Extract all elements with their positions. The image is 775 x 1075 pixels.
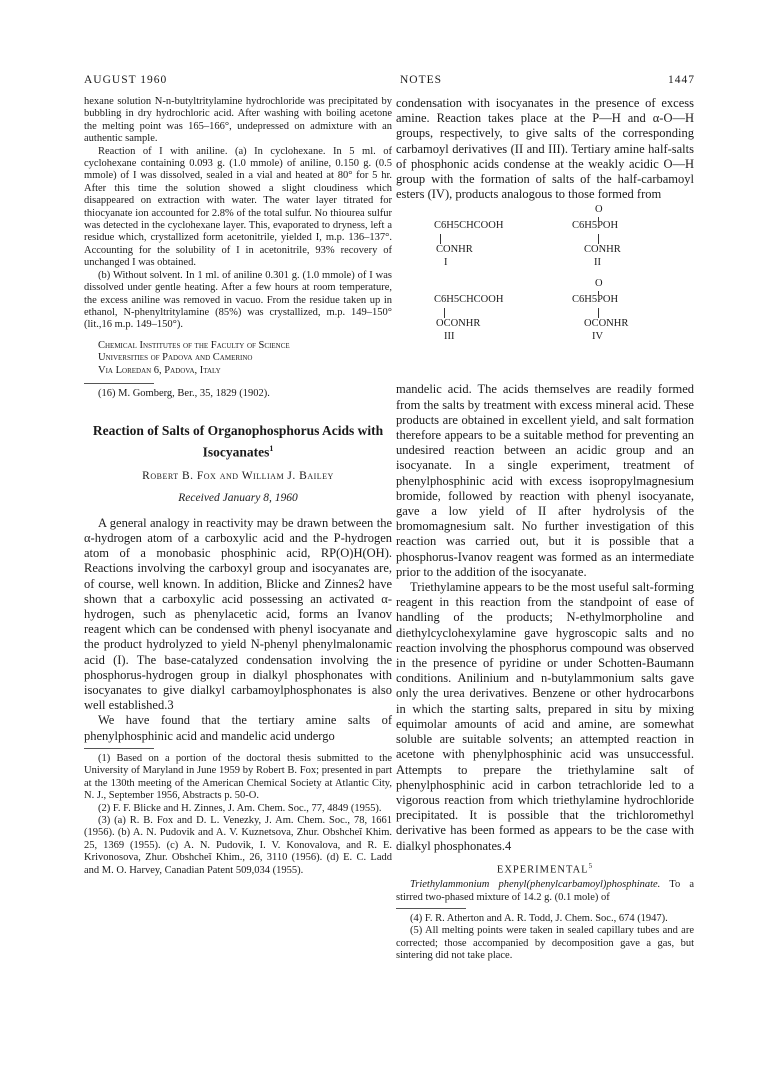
article-title-footnote-mark: 1 — [269, 444, 274, 454]
right-paragraph-3: Triethylamine appears to be the most useful salt-forming reagent in this reaction from the standpoint of ease of handling of the products; N-ethylmorpholine and diethylcyclohexylamine gave hygroscopic salts and no reaction involving the phosphorus compound was observed in the presence of pyridine or under Schotten-Baumann conditions. Anilinium and n-butylammonium salts gave only the urea derivatives. Benzene or other hydrocarbons in which the starting salts, prepared in situ by mixing equimolar amounts of acid and amine, are somewhat soluble are suitable solvents; an attempted reaction in acetone with phenylphosphinic acid was unsuccessful. Attempts to prepare the triethylamine salt of phenylphosphinic acid in carbon tetrachloride led to a vigorous reaction from which triethylamine hydrochloride precipitated. It is possible that the trichloromethyl derivative has been formed as appears to be the case with dialkyl phosphonates.4 — [396, 580, 694, 853]
structure-II-label: II — [594, 257, 601, 269]
footnote-3: (3) (a) R. B. Fox and D. L. Venezky, J. Am. Chem. Soc., 78, 1661 (1956). (b) A. N. Pudovik and A. V. Kuznetsova, Zhur. Obshcheĭ Khim. 25, 1369 (1955). (c) A. N. Pudovik, I. V. Konovalova, and R. E. Krivonosova, Zhur. Obshcheĭ Khim., 26, 3110 (1956). (d) E. C. Ladd and M. O. Harvey, Canadian Patent 509,034 (1955). — [84, 814, 392, 876]
footnote-rule-2 — [84, 748, 154, 749]
experimental-heading-text: EXPERIMENTAL — [496, 864, 589, 876]
intro-paragraph-2: We have found that the tertiary amine salts of phenylphosphinic acid and mandelic acid undergo — [84, 713, 392, 743]
structure-I-label: I — [444, 257, 448, 269]
structure-III-label: III — [444, 331, 455, 343]
institution-line-1: Chemical Institutes of the Faculty of Science — [98, 339, 290, 351]
structure-II-bond — [598, 234, 599, 244]
structure-II-bottom: CONHR — [584, 244, 621, 256]
structure-IV-oxygen: O — [595, 278, 603, 290]
page-number: 1447 — [668, 74, 695, 86]
right-column — [396, 96, 694, 963]
experimental-heading — [396, 862, 694, 876]
footnote-4: (4) F. R. Atherton and A. R. Todd, J. Chem. Soc., 674 (1947). — [410, 913, 668, 925]
structure-I-bottom: CONHR — [436, 244, 473, 256]
footnote-rule-3 — [396, 908, 466, 909]
footnote-2: (2) F. F. Blicke and H. Zinnes, J. Am. Chem. Soc., 77, 4849 (1955). — [98, 802, 382, 814]
article-title — [84, 422, 392, 462]
article-title-text: Reaction of Salts of Organophosphorus Acids with Isocyanates — [92, 423, 384, 460]
experimental-compound-title: Triethylammonium phenyl(phenylcarbamoyl)phosphinate. — [410, 879, 661, 891]
structure-IV-bond — [598, 308, 599, 318]
received-date: Received January 8, 1960 — [178, 491, 298, 504]
footnote-16: (16) M. Gomberg, Ber., 35, 1829 (1902). — [98, 387, 270, 399]
structure-III-bottom: OCONHR — [436, 318, 481, 330]
left-column — [84, 96, 392, 877]
structure-I-top: C6H5CHCOOH — [434, 220, 504, 232]
reaction-with-aniline-a: Reaction of I with aniline. (a) In cyclohexane. In 5 ml. of cyclohexane containing 0.093 g. (1.0 mmole) of aniline, 0.150 g. (0.5 mmole) of I was dissolved, sealed in a vial and heated at 80° for 5 hr. After this time the solution showed a slight cloudiness which disappeared on extraction with water. The water layer titrated for thiocyanate ion accounted for 2.8% of the total sulfur. No thiourea sulfur was detected in the cyclohexane layer. This, evaporated to dryness, left a residue which, crystallized form acetonitrile, yielded I, m.p. 136–137°. Accounting for the solubility of I in acetonitrile, 93% recovery of unchanged I was obtained. — [84, 145, 392, 269]
running-header-date: AUGUST 1960 — [84, 74, 168, 86]
structure-IV-label: IV — [592, 331, 604, 343]
structure-IV-top: C6H5POH — [572, 294, 619, 306]
intro-paragraph-1: A general analogy in reactivity may be drawn between the α-hydrogen atom of a carboxylic acid and the P-hydrogen atom of a monobasic phosphinic acid, RP(O)H(OH). Reactions involving the carboxyl group and isocyanates are, of course, well known. In addition, Blicke and Zinnes2 have shown that a carboxylic acid possessing an activated α-hydrogen, such as phenylacetic acid, forms an Ivanov reagent which can be condensed with phenyl isocyanate and the product hydrolyzed to yield N-phenyl phenylmalonamic acid (I). The base-catalyzed condensation involving the phosphorus-hydrogen group in dialkyl phosphonates with isocyanates to give dialkyl carbamoylphosphonates is also well established.3 — [84, 515, 392, 713]
institution-line-3: Via Loredan 6, Padova, Italy — [98, 364, 221, 376]
structure-III-bond — [444, 308, 445, 318]
footnote-rule — [84, 383, 154, 384]
footnote-5: (5) All melting points were taken in sealed capillary tubes and are corrected; those accompanied by decomposition gave a gas, but sintering did not take place. — [396, 925, 694, 962]
structure-IV-bottom: OCONHR — [584, 318, 629, 330]
reaction-with-aniline-b: (b) Without solvent. In 1 ml. of aniline 0.301 g. (1.0 mmole) of I was dissolved under gentle heating. After a few hours at room temperature, the excess aniline was removed in vacuo. From the residue taken up in ethanol, N-phenyltritylamine (85%) was crystallized, m.p. 149–150° (lit.,16 m.p. 149–150°). — [84, 269, 392, 331]
article-authors: Robert B. Fox and William J. Bailey — [142, 469, 334, 482]
structure-I-bond — [440, 234, 441, 244]
institution-block — [84, 340, 392, 377]
previous-article-text: hexane solution N-n-butyltritylamine hydrochloride was precipitated by bubbling in dry hydrochloric acid. After washing with boiling acetone the melting point was 165–166°, undepressed on admixture with an authentic sample. — [84, 96, 392, 145]
footnote-1: (1) Based on a portion of the doctoral thesis submitted to the University of Maryland in June 1959 by Robert B. Fox; presented in part at the 130th meeting of the American Chemical Society at Atlantic City, N. J., September 1956, Abstracts p. 50-O. — [84, 752, 392, 802]
right-paragraph-2: mandelic acid. The acids themselves are readily formed from the salts by treatment with excess mineral acid. These products are obtained in excellent yield, and salt formation therefore appears to be a suitable method for preventing an undesired reaction between an acidic group and an isocyanate. In a single experiment, treatment of phenylphosphinic acid with excess isopropylmagnesium bromide, followed by reaction with phenyl isocyanate, gave a low yield of II after hydrolysis of the bromomagnesium salt. No further investigation of this reaction was carried out, but it is possible that a phosphorus-Ivanov reagent was formed as an intermediate prior to the addition of the isocyanate. — [396, 382, 694, 579]
structure-II-oxygen: O — [595, 204, 603, 216]
chemical-structures — [396, 204, 694, 378]
right-paragraph-1: condensation with isocyanates in the presence of excess amine. Reaction takes place at the P—H and α-O—H groups, respectively, to give salts of the corresponding carbamoyl derivatives (II and III). Tertiary amine half-salts of phosphonic acids condense at the weakly acidic O—H group with the formation of salts of the half-carbamoyl esters (IV), products analogous to those formed from — [396, 96, 694, 202]
structure-III-top: C6H5CHCOOH — [434, 294, 504, 306]
running-header-section: NOTES — [400, 74, 443, 86]
experimental-paragraph — [396, 879, 694, 904]
experimental-text: To a stirred two-phased mixture of 14.2 g. (0.1 mole) of — [396, 879, 694, 903]
structure-II-top: C6H5POH — [572, 220, 619, 232]
experimental-footnote-mark: 5 — [588, 861, 594, 870]
institution-line-2: Universities of Padova and Camerino — [98, 352, 253, 364]
